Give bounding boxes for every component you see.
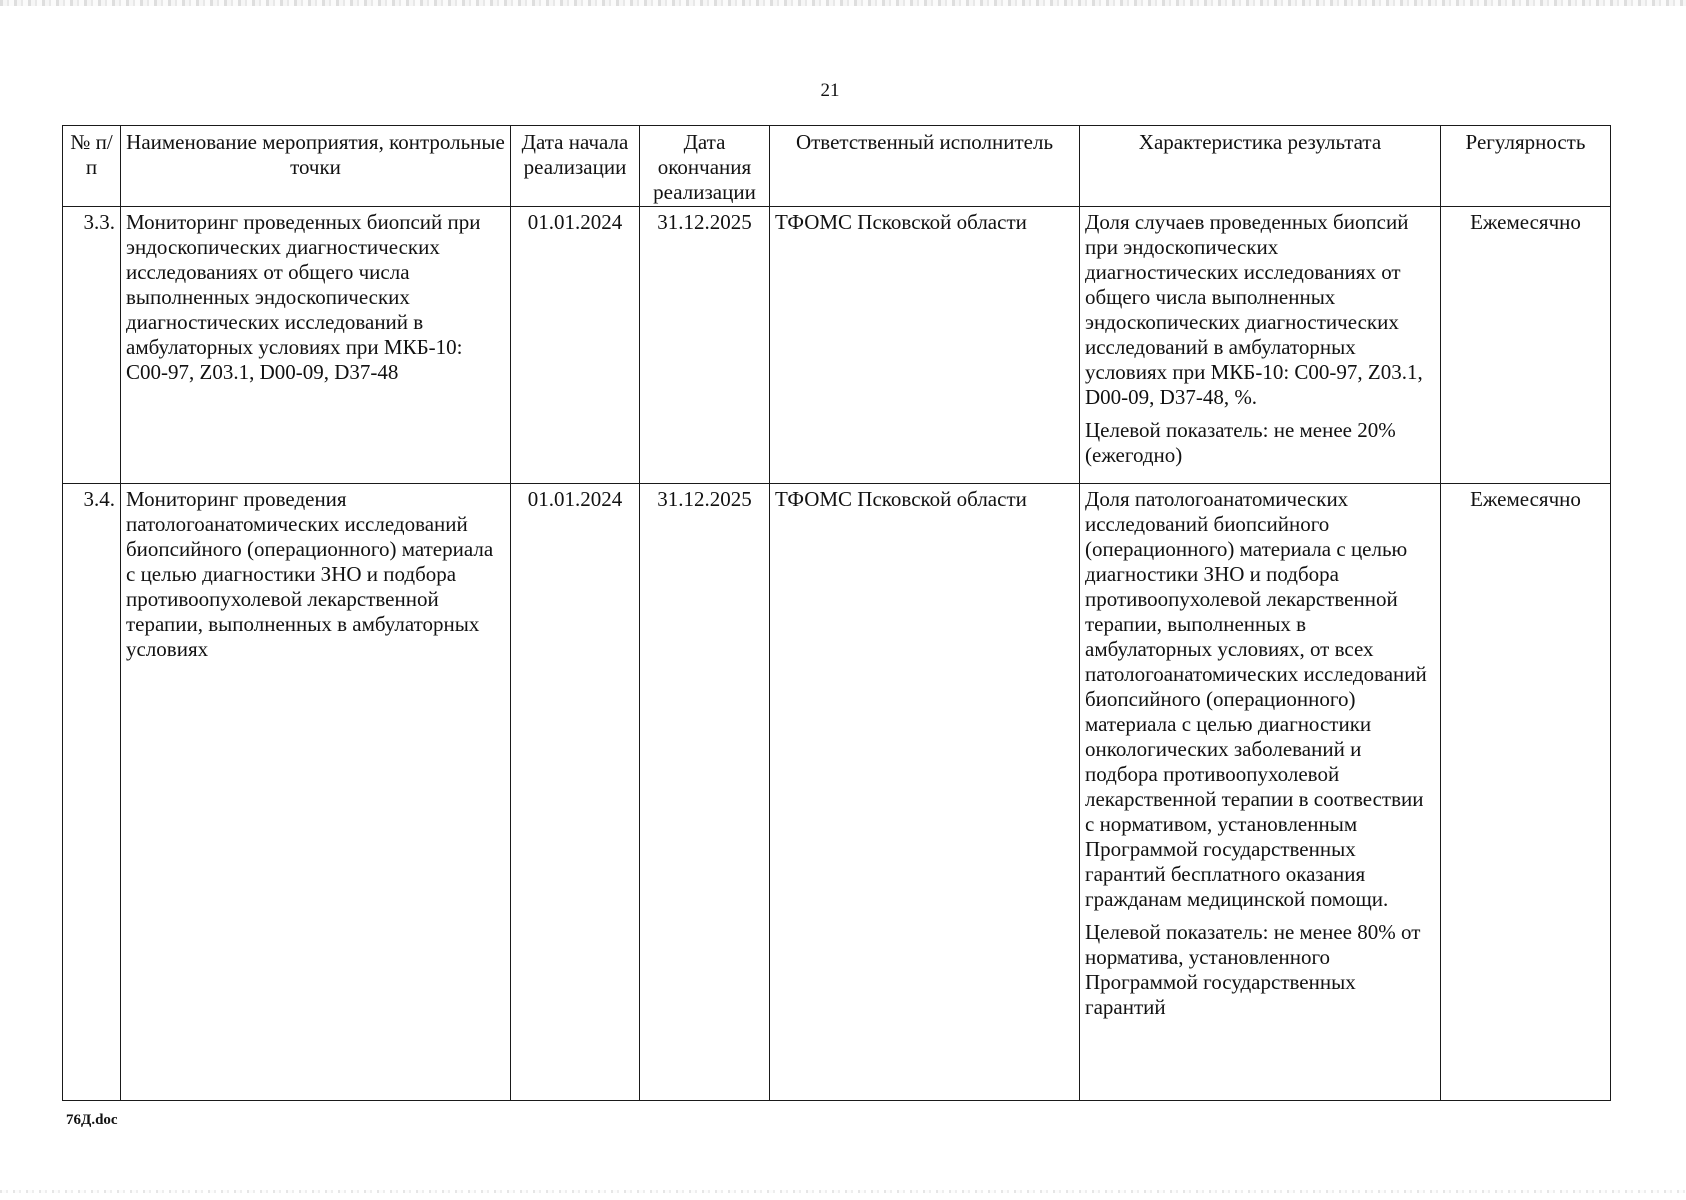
action-name: Мониторинг проведения патологоанатомических исследований биопсийного (операционного) материала с целью диагностики ЗНО и подбора противоопухолевой лекарственной терапии, выполненных в амбулаторных условиях [121,484,511,1101]
action-name: Мониторинг проведенных биопсий при эндоскопических диагностических исследованиях от общего числа выполненных эндоскопических диагностических исследований в амбулаторных условиях при МКБ-10: С00-97, Z03.1, D00-09, D37-48 [121,207,511,484]
header-result: Характеристика результата [1080,126,1441,207]
executor: ТФОМС Псковской области [770,484,1080,1101]
result-description: Доля случаев проведенных биопсий при эндоскопических диагностических исследованиях от общего числа выполненных эндоскопических диагностических исследований в амбулаторных условиях при МКБ-10: С00-97, Z03.1, D00-09, D37-48, %. [1085,210,1423,409]
end-date: 31.12.2025 [640,207,770,484]
regularity: Ежемесячно [1441,207,1611,484]
result-cell [1080,207,1441,484]
header-executor: Ответственный исполнитель [770,126,1080,207]
header-end-date: Дата окончания реализации [640,126,770,207]
table-header-row [63,126,1611,207]
target-indicator: Целевой показатель: не менее 80% от норматива, установленного Программой государственных гарантий [1085,920,1421,1019]
footer-filename: 76Д.doc [66,1112,118,1128]
row-number: 3.3. [63,207,121,484]
action-plan-table [62,125,1611,1101]
row-number: 3.4. [63,484,121,1101]
start-date: 01.01.2024 [511,207,640,484]
scan-edge-bottom [0,1190,1686,1193]
executor: ТФОМС Псковской области [770,207,1080,484]
header-start-date: Дата начала реализации [511,126,640,207]
scan-edge-top [0,0,1686,6]
header-num: № п/п [63,126,121,207]
result-cell [1080,484,1441,1101]
table-row [63,207,1611,484]
table-row [63,484,1611,1101]
page-number: 21 [820,80,840,101]
start-date: 01.01.2024 [511,484,640,1101]
header-name: Наименование мероприятия, контрольные точки [121,126,511,207]
regularity: Ежемесячно [1441,484,1611,1101]
end-date: 31.12.2025 [640,484,770,1101]
result-description: Доля патологоанатомических исследований биопсийного (операционного) материала с целью диагностики ЗНО и подбора противоопухолевой лекарственной терапии, выполненных в амбулаторных условиях, от всех патологоанатомических исследований биопсийного (операционного) материала с целью диагностики онкологических заболеваний и подбора противоопухолевой лекарственной терапии в соотвествии с нормативом, установленным Программой государственных гарантий бесплатного оказания гражданам медицинской помощи. [1085,487,1427,911]
header-regularity: Регулярность [1441,126,1611,207]
target-indicator: Целевой показатель: не менее 20% (ежегодно) [1085,418,1396,467]
